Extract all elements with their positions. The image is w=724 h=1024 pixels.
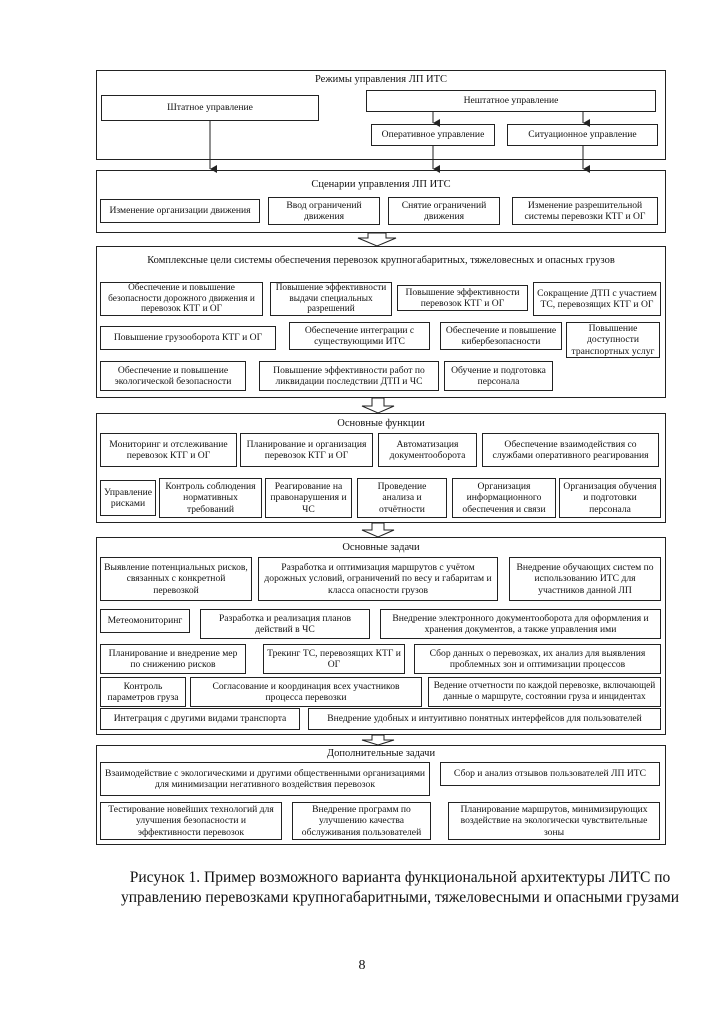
functions-title: Основные функции (337, 418, 425, 429)
mode-situational: Ситуационное управление (507, 124, 658, 146)
goal-item: Обеспечение и повышение безопасности дорожного движения и перевозок КТГ и ОГ (100, 282, 263, 316)
extra-item: Планирование маршрутов, минимизирующих воздействие на экологически чувствительные зоны (448, 802, 660, 840)
function-item: Проведение анализа и отчётности (357, 478, 447, 518)
goal-item: Обеспечение и повышение экологической безопасности (100, 361, 246, 391)
block-arrow-goals-functions (362, 398, 394, 413)
block-arrow-tasks-extra (362, 735, 394, 745)
modes-title: Режимы управления ЛП ИТС (314, 74, 448, 85)
function-item: Управление рисками (100, 480, 156, 516)
goals-title: Комплексные цели системы обеспечения перевозок крупногабаритных, тяжеловесных и опасных грузов (147, 255, 615, 266)
function-item: Организация информационного обеспечения и связи (452, 478, 556, 518)
goal-item: Повышение эффективности перевозок КТГ и ОГ (397, 285, 528, 311)
goal-item: Повышение эффективности работ по ликвидации последствии ДТП и ЧС (259, 361, 439, 391)
scenario-item: Ввод ограничений движения (268, 197, 380, 225)
extra-item: Внедрение программ по улучшению качества обслуживания пользователей (292, 802, 431, 840)
task-item: Внедрение электронного документооборота для оформления и хранения документов, а также управления ими (380, 609, 661, 639)
scenarios-title: Сценарии управления ЛП ИТС (311, 179, 451, 190)
extra-item: Тестирование новейших технологий для улучшения безопасности и эффективности перевозок (100, 802, 282, 840)
goal-item: Обеспечение и повышение кибербезопасности (440, 322, 562, 350)
extra-title: Дополнительные задачи (326, 748, 436, 759)
function-item: Организация обучения и подготовки персонала (559, 478, 661, 518)
function-item: Мониторинг и отслеживание перевозок КТГ и ОГ (100, 433, 237, 467)
scenario-item: Изменение организации движения (100, 199, 260, 223)
function-item: Контроль соблюдения нормативных требований (159, 478, 262, 518)
mode-normal: Штатное управление (101, 95, 319, 121)
goal-item: Обеспечение интеграции с существующими ИТС (289, 322, 430, 350)
goal-item: Сокращение ДТП с участием ТС, перевозящих КТГ и ОГ (533, 282, 661, 316)
task-item: Планирование и внедрение мер по снижению рисков (100, 644, 246, 674)
task-item: Разработка и реализация планов действий в ЧС (200, 609, 370, 639)
task-item: Сбор данных о перевозках, их анализ для выявления проблемных зон и оптимизации процессов (414, 644, 661, 674)
task-item: Внедрение удобных и интуитивно понятных интерфейсов для пользователей (308, 708, 661, 730)
function-item: Автоматизация документооборота (378, 433, 477, 467)
tasks-title: Основные задачи (342, 542, 420, 553)
figure-caption: Рисунок 1. Пример возможного варианта функциональной архитектуры ЛИТС по управлению перевозками крупногабаритными, тяжеловесными и опасными грузами (120, 869, 680, 906)
task-item: Выявление потенциальных рисков, связанных с конкретной перевозкой (100, 557, 252, 601)
function-item: Обеспечение взаимодействия со службами оперативного реагирования (482, 433, 659, 467)
task-item: Интеграция с другими видами транспорта (100, 708, 300, 730)
mode-operative: Оперативное управление (371, 124, 495, 146)
task-item: Контроль параметров груза (100, 677, 186, 707)
goal-item: Повышение грузооборота КТГ и ОГ (100, 326, 276, 350)
scenario-item: Снятие ограничений движения (388, 197, 500, 225)
extra-item: Сбор и анализ отзывов пользователей ЛП ИТС (440, 762, 660, 786)
function-item: Планирование и организация перевозок КТГ и ОГ (240, 433, 373, 467)
task-item: Разработка и оптимизация маршрутов с учётом дорожных условий, ограничений по весу и габаритам и класса опасности грузов (258, 557, 498, 601)
function-item: Реагирование на правонарушения и ЧС (265, 478, 352, 518)
goal-item: Повышение эффективности выдачи специальных разрешений (270, 282, 392, 316)
scenario-item: Изменение разрешительной системы перевозки КТГ и ОГ (512, 197, 658, 225)
extra-item: Взаимодействие с экологическими и другими общественными организациями для минимизации негативного воздействия перевозок (100, 762, 430, 796)
mode-abnormal: Нештатное управление (366, 90, 656, 112)
block-arrow-scenarios-goals (358, 233, 396, 246)
block-arrow-functions-tasks (362, 523, 394, 537)
task-item: Трекинг ТС, перевозящих КТГ и ОГ (263, 644, 405, 674)
task-item: Согласование и координация всех участников процесса перевозки (190, 677, 422, 707)
page-number: 8 (358, 958, 366, 973)
task-item: Метеомониторинг (100, 609, 190, 633)
task-item: Внедрение обучающих систем по использованию ИТС для участников данной ЛП (509, 557, 661, 601)
goal-item: Повышение доступности транспортных услуг (566, 322, 660, 358)
task-item: Ведение отчетности по каждой перевозке, включающей данные о маршруте, состоянии груза и инцидентах (428, 677, 661, 707)
goal-item: Обучение и подготовка персонала (444, 361, 553, 391)
